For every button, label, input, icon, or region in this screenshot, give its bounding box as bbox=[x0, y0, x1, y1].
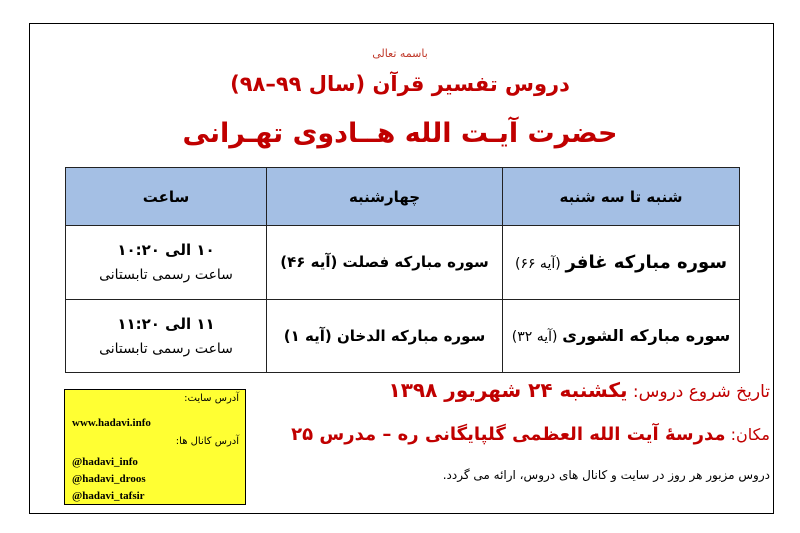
location bbox=[291, 424, 770, 445]
broadcast-note: دروس مزبور هر روز در سایت و کانال های دروس، ارائه می گردد. bbox=[442, 468, 770, 482]
cell-wed: سوره مبارکه الدخان (آیه ۱) bbox=[267, 299, 503, 373]
location-value: مدرسهٔ آیت الله العظمی گلپایگانی ره – مدرس ۲۵ bbox=[291, 424, 726, 445]
channel-link[interactable]: @hadavi_info bbox=[72, 456, 138, 468]
cell-wed: سوره مبارکه فصلت (آیه ۴۶) bbox=[267, 226, 503, 300]
start-date-label: تاریخ شروع دروس: bbox=[632, 382, 770, 402]
time-note: ساعت رسمی تابستانی bbox=[99, 340, 233, 357]
channels-label: آدرس کانال ها: bbox=[175, 436, 239, 447]
table-header-row bbox=[66, 168, 740, 226]
time-range: ۱۰ الی ۱۰:۲۰ bbox=[117, 241, 215, 260]
site-label: آدرس سایت: bbox=[184, 393, 239, 404]
site-link[interactable]: www.hadavi.info bbox=[72, 417, 151, 429]
ayah-number: (آیه ۶۶) bbox=[514, 255, 561, 272]
table-row bbox=[66, 226, 740, 300]
col-header-time: ساعت bbox=[66, 168, 267, 226]
start-date bbox=[389, 378, 770, 402]
location-label: مکان: bbox=[730, 425, 770, 444]
channel-link[interactable]: @hadavi_tafsir bbox=[72, 490, 145, 502]
schedule-table bbox=[65, 167, 740, 373]
time-range: ۱۱ الی ۱۱:۲۰ bbox=[117, 314, 215, 333]
bismillah: باسمه تعالی bbox=[372, 47, 428, 60]
channel-link[interactable]: @hadavi_droos bbox=[72, 473, 146, 485]
table-row bbox=[66, 299, 740, 373]
cell-sat-tue bbox=[503, 299, 740, 373]
surah-name: سوره مبارکه الشوری bbox=[562, 326, 731, 346]
page-title: دروس تفسیر قرآن (سال ۹۹–۹۸) bbox=[230, 72, 570, 96]
ayah-number: (آیه ۳۲) bbox=[511, 329, 558, 346]
cell-sat-tue bbox=[503, 226, 740, 300]
start-date-value: یکشنبه ۲۴ شهریور ۱۳۹۸ bbox=[388, 378, 628, 402]
surah-name: سوره مبارکه غافر bbox=[565, 251, 728, 273]
cell-time bbox=[66, 226, 267, 300]
cell-time bbox=[66, 299, 267, 373]
col-header-sat-tue: شنبه تا سه شنبه bbox=[503, 168, 740, 226]
contact-info-box bbox=[64, 389, 246, 505]
col-header-wed: چهارشنبه bbox=[267, 168, 503, 226]
time-note: ساعت رسمی تابستانی bbox=[99, 267, 233, 284]
teacher-name: حضرت آیـت الله هــادوی تهـرانی bbox=[182, 118, 618, 149]
